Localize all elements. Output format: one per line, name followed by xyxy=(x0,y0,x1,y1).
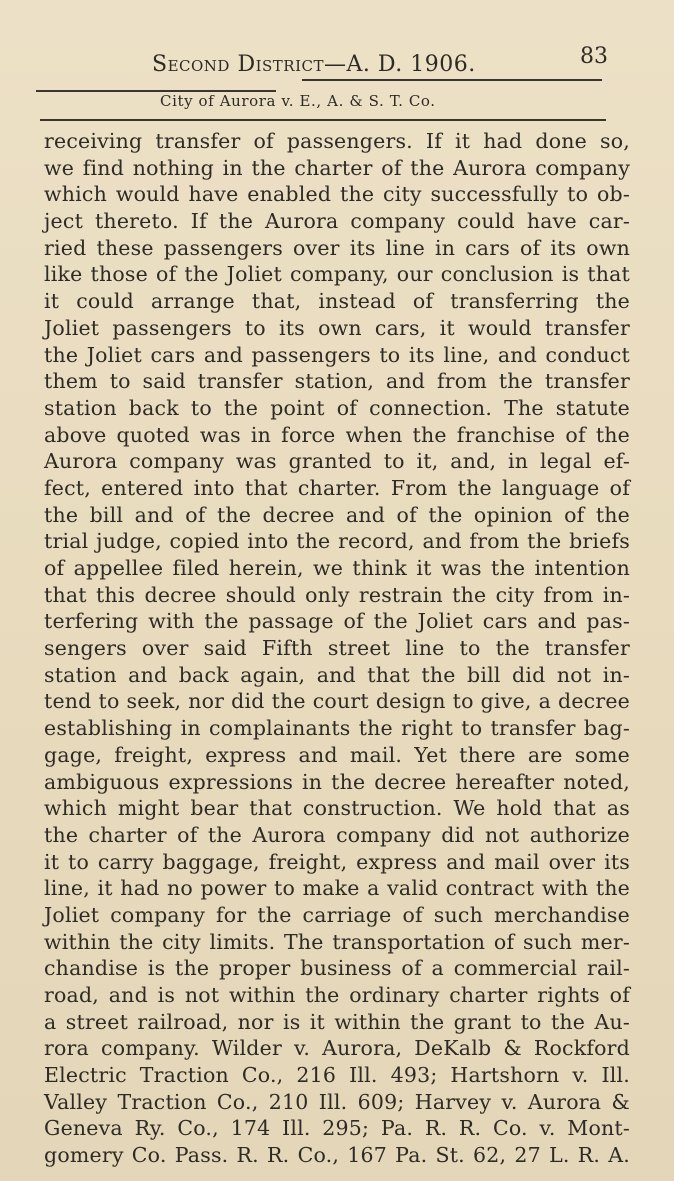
text-line: like those of the Joliet company, our conclusion is that xyxy=(44,262,630,287)
text-line: that this decree should only restrain the city from in- xyxy=(44,582,630,607)
text-line: receiving transfer of passengers. If it had done so, xyxy=(44,129,630,153)
text-line: ried these passengers over its line in cars of its own xyxy=(44,235,630,260)
case-name-subhead: City of Aurora v. E., A. & S. T. Co. xyxy=(160,92,436,110)
text-line: gomery Co. Pass. R. R. Co., 167 Pa. St. 62, 27 L. R. A. xyxy=(44,1143,630,1168)
text-line: gage, freight, express and mail. Yet there are some xyxy=(44,742,630,767)
text-line: rora company. Wilder v. Aurora, DeKalb & Rockford xyxy=(44,1036,630,1061)
text-line: tend to seek, nor did the court design to give, a decree xyxy=(44,689,630,714)
running-head xyxy=(0,44,674,84)
text-line: Geneva Ry. Co., 174 Ill. 295; Pa. R. R. Co. v. Mont- xyxy=(44,1116,630,1141)
text-line: establishing in complainants the right to transfer bag- xyxy=(44,716,630,741)
text-line: the bill and of the decree and of the opinion of the xyxy=(44,502,630,527)
text-line: station and back again, and that the bill did not in- xyxy=(44,662,630,687)
text-line: the Joliet cars and passengers to its line, and conduct xyxy=(44,342,630,367)
text-line: Electric Traction Co., 216 Ill. 493; Hartshorn v. Ill. xyxy=(44,1063,630,1088)
text-line: it to carry baggage, freight, express and mail over its xyxy=(44,849,630,874)
text-line: a street railroad, nor is it within the grant to the Au- xyxy=(44,1009,630,1034)
text-line: line, it had no power to make a valid contract with the xyxy=(44,876,630,901)
page-number: 83 xyxy=(580,44,608,69)
text-line: chandise is the proper business of a commercial rail- xyxy=(44,956,630,981)
text-line: it could arrange that, instead of transferring the xyxy=(44,289,630,314)
text-line: of appellee filed herein, we think it was the intention xyxy=(44,556,630,580)
text-line: the charter of the Aurora company did not authorize xyxy=(44,822,630,847)
text-line: which would have enabled the city successfully to ob- xyxy=(44,182,630,207)
text-line: we find nothing in the charter of the Aurora company xyxy=(44,155,630,180)
text-line: road, and is not within the ordinary charter rights of xyxy=(44,983,630,1007)
text-line: them to said transfer station, and from the transfer xyxy=(44,369,630,394)
text-line: Aurora company was granted to it, and, in legal ef- xyxy=(44,449,630,474)
text-line: Joliet company for the carriage of such merchandise xyxy=(44,902,630,927)
text-line: ject thereto. If the Aurora company could have car- xyxy=(44,209,630,234)
text-line: fect, entered into that charter. From the language of xyxy=(44,475,630,500)
text-line: above quoted was in force when the franchise of the xyxy=(44,422,630,447)
text-line: sengers over said Fifth street line to the transfer xyxy=(44,636,630,661)
text-line: ambiguous expressions in the decree hereafter noted, xyxy=(44,769,630,794)
header-rule-top xyxy=(302,79,602,81)
text-line: station back to the point of connection. The statute xyxy=(44,395,630,420)
text-line: which might bear that construction. We hold that as xyxy=(44,796,630,821)
body-text xyxy=(44,128,630,1169)
text-line: Valley Traction Co., 210 Ill. 609; Harvey v. Aurora & xyxy=(44,1089,630,1114)
text-line: within the city limits. The transportation of such mer- xyxy=(44,929,630,954)
running-title: Second District—A. D. 1906. xyxy=(152,52,476,77)
text-line: terfering with the passage of the Joliet cars and pas- xyxy=(44,609,630,634)
text-line: Joliet passengers to its own cars, it would transfer xyxy=(44,315,630,340)
text-line: trial judge, copied into the record, and from the briefs xyxy=(44,529,630,554)
subhead-rule xyxy=(40,119,606,121)
